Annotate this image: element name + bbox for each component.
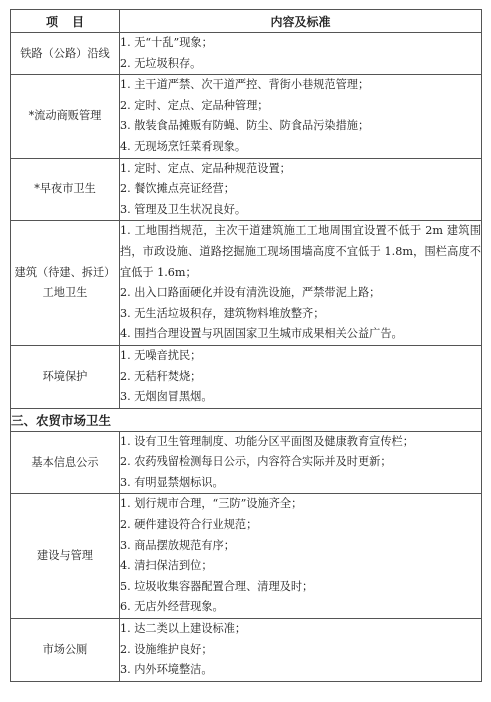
content-line: 6. 无店外经营现象。	[120, 600, 224, 614]
row-category: 市场公厕	[11, 619, 120, 682]
row-content	[120, 75, 482, 158]
row-category: *早夜市卫生	[11, 158, 120, 221]
row-category: 环境保护	[11, 345, 120, 408]
content-line: 3. 无烟囱冒黑烟。	[120, 390, 213, 404]
content-line: 2. 硬件建设符合行业规范；	[120, 518, 258, 532]
content-line: 2. 定时、定点、定品种管理；	[120, 98, 269, 112]
table-row	[11, 158, 482, 221]
header-standard: 内容及标准	[120, 10, 482, 33]
table-row	[11, 345, 482, 408]
content-line: 3. 内外环境整洁。	[120, 663, 213, 677]
content-line: 3. 有明显禁烟标识。	[120, 475, 224, 489]
content-line: 4. 围挡合理设置与巩固国家卫生城市成果相关公益广告。	[120, 327, 403, 341]
content-line: 2. 无垃圾积存。	[120, 56, 202, 70]
table-header-row	[11, 10, 482, 33]
header-item: 项目	[11, 10, 120, 33]
content-line: 1. 达二类以上建设标准；	[120, 622, 247, 636]
content-line: 2. 无秸秆焚烧；	[120, 369, 202, 383]
content-line: 2. 出入口路面硬化并设有清洗设施，严禁带泥上路；	[120, 286, 381, 300]
standards-table	[10, 9, 482, 682]
section-row	[11, 408, 482, 431]
content-line: 3. 管理及卫生状况良好。	[120, 202, 247, 216]
content-line: 3. 散装食品摊贩有防蝇、防尘、防食品污染措施；	[120, 119, 370, 133]
row-category: *流动商贩管理	[11, 75, 120, 158]
content-line: 1. 主干道严禁、次干道严控、背街小巷规范管理；	[120, 78, 370, 92]
table-row	[11, 494, 482, 619]
content-line: 2. 农药残留检测每日公示，内容符合实际并及时更新；	[120, 455, 392, 469]
content-line: 3. 商品摆放规范有序；	[120, 538, 235, 552]
row-category: 建设与管理	[11, 494, 120, 619]
table-row	[11, 431, 482, 494]
row-category: 铁路（公路）沿线	[11, 33, 120, 75]
content-line: 2. 设施维护良好；	[120, 642, 213, 656]
row-content	[120, 221, 482, 346]
content-line: 1. 设有卫生管理制度、功能分区平面图及健康教育宣传栏；	[120, 434, 414, 448]
row-content	[120, 619, 482, 682]
content-line: 1. 无“十乱”现象；	[120, 36, 213, 49]
row-category: 建筑（待建、拆迁）工地卫生	[11, 221, 120, 346]
row-content	[120, 33, 482, 75]
row-category: 基本信息公示	[11, 431, 120, 494]
content-line: 5. 垃圾收集容器配置合理、清理及时；	[120, 579, 314, 593]
section-title: 三、农贸市场卫生	[11, 408, 482, 431]
table-row	[11, 619, 482, 682]
row-content	[120, 494, 482, 619]
content-line: 2. 餐饮摊点亮证经营；	[120, 182, 235, 196]
content-line: 3. 无生活垃圾积存，建筑物料堆放整齐；	[120, 306, 325, 320]
content-line: 1. 无噪音扰民；	[120, 348, 202, 362]
row-content	[120, 345, 482, 408]
row-content	[120, 431, 482, 494]
table-row	[11, 221, 482, 346]
table-row	[11, 33, 482, 75]
content-line: 1. 定时、定点、定品种规范设置；	[120, 161, 291, 175]
content-line: 1. 工地围挡规范，主次干道建筑施工工地周围宜设置不低于 2m 建筑围挡，市政设施、道路挖掘施工现场围墙高度不宜低于 1.8m，围栏高度不宜低于 1.6m；	[120, 224, 481, 279]
content-line: 1. 划行规市合理，“三防”设施齐全；	[120, 497, 303, 511]
content-line: 4. 无现场烹饪菜肴现象。	[120, 139, 247, 153]
table-row	[11, 75, 482, 158]
row-content	[120, 158, 482, 221]
content-line: 4. 清扫保洁到位；	[120, 559, 213, 573]
